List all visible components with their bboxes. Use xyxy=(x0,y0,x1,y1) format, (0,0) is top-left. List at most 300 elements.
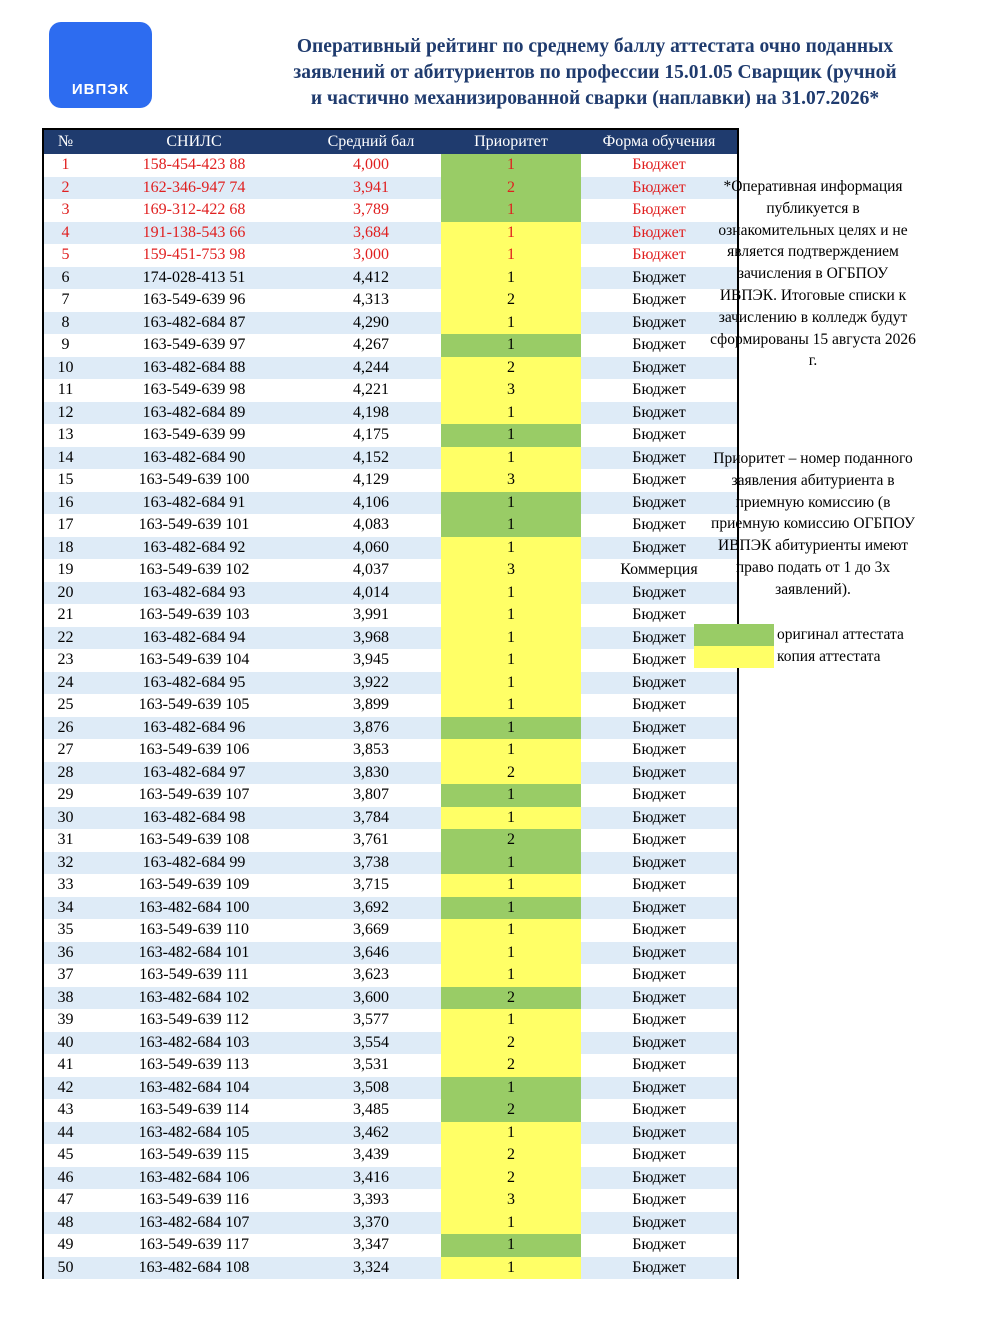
cell-snils: 163-549-639 113 xyxy=(87,1054,301,1077)
cell-number: 37 xyxy=(43,964,87,987)
cell-number: 13 xyxy=(43,424,87,447)
table-row xyxy=(43,289,738,312)
cell-priority: 1 xyxy=(441,1122,581,1145)
cell-priority: 1 xyxy=(441,582,581,605)
cell-study-form: Бюджет xyxy=(581,289,738,312)
header-priority: Приоритет xyxy=(441,129,581,154)
cell-number: 18 xyxy=(43,537,87,560)
cell-snils: 163-549-639 108 xyxy=(87,829,301,852)
cell-score: 3,000 xyxy=(301,244,441,267)
table-row xyxy=(43,447,738,470)
cell-number: 17 xyxy=(43,514,87,537)
table-row xyxy=(43,1054,738,1077)
cell-score: 3,462 xyxy=(301,1122,441,1145)
cell-priority: 2 xyxy=(441,987,581,1010)
cell-score: 4,198 xyxy=(301,402,441,425)
cell-score: 3,830 xyxy=(301,762,441,785)
cell-number: 23 xyxy=(43,649,87,672)
cell-priority: 1 xyxy=(441,1009,581,1032)
cell-snils: 163-549-639 114 xyxy=(87,1099,301,1122)
table-row xyxy=(43,672,738,695)
cell-snils: 163-482-684 106 xyxy=(87,1167,301,1190)
cell-priority: 1 xyxy=(441,402,581,425)
cell-number: 30 xyxy=(43,807,87,830)
cell-score: 4,290 xyxy=(301,312,441,335)
cell-snils: 163-549-639 101 xyxy=(87,514,301,537)
cell-score: 3,623 xyxy=(301,964,441,987)
cell-snils: 163-482-684 105 xyxy=(87,1122,301,1145)
header-number: № xyxy=(43,129,87,154)
cell-snils: 163-482-684 91 xyxy=(87,492,301,515)
table-row xyxy=(43,424,738,447)
cell-score: 3,370 xyxy=(301,1212,441,1235)
cell-number: 8 xyxy=(43,312,87,335)
cell-study-form: Бюджет xyxy=(581,829,738,852)
cell-number: 4 xyxy=(43,222,87,245)
cell-priority: 2 xyxy=(441,1032,581,1055)
note-line: публикуется в xyxy=(766,199,860,217)
title-line-3: и частично механизированной сварки (наплавки) на 31.07.2026* xyxy=(310,88,880,109)
legend-copy-label: копия аттестата xyxy=(777,648,881,665)
cell-score: 3,646 xyxy=(301,942,441,965)
cell-priority: 1 xyxy=(441,604,581,627)
cell-score: 3,577 xyxy=(301,1009,441,1032)
cell-priority: 1 xyxy=(441,964,581,987)
cell-snils: 163-549-639 100 xyxy=(87,469,301,492)
cell-number: 46 xyxy=(43,1167,87,1190)
cell-study-form: Бюджет xyxy=(581,514,738,537)
cell-study-form: Бюджет xyxy=(581,649,738,672)
table-row xyxy=(43,267,738,290)
cell-number: 3 xyxy=(43,199,87,222)
cell-priority: 2 xyxy=(441,289,581,312)
cell-score: 3,899 xyxy=(301,694,441,717)
cell-score: 3,554 xyxy=(301,1032,441,1055)
cell-snils: 163-482-684 89 xyxy=(87,402,301,425)
cell-snils: 163-482-684 100 xyxy=(87,897,301,920)
cell-priority: 1 xyxy=(441,784,581,807)
table-row xyxy=(43,919,738,942)
cell-snils: 163-482-684 104 xyxy=(87,1077,301,1100)
cell-snils: 163-482-684 98 xyxy=(87,807,301,830)
cell-study-form: Бюджет xyxy=(581,537,738,560)
cell-number: 6 xyxy=(43,267,87,290)
cell-study-form: Бюджет xyxy=(581,267,738,290)
cell-snils: 163-549-639 115 xyxy=(87,1144,301,1167)
cell-priority: 1 xyxy=(441,312,581,335)
cell-priority: 2 xyxy=(441,1167,581,1190)
table-row xyxy=(43,199,738,222)
cell-number: 22 xyxy=(43,627,87,650)
cell-score: 4,083 xyxy=(301,514,441,537)
cell-priority: 3 xyxy=(441,469,581,492)
table-row xyxy=(43,1009,738,1032)
cell-priority: 1 xyxy=(441,717,581,740)
cell-snils: 163-482-684 87 xyxy=(87,312,301,335)
note-line: приемную комиссию (в xyxy=(735,493,891,511)
cell-study-form: Бюджет xyxy=(581,897,738,920)
cell-priority: 1 xyxy=(441,1234,581,1257)
cell-number: 41 xyxy=(43,1054,87,1077)
table-row xyxy=(43,357,738,380)
cell-number: 12 xyxy=(43,402,87,425)
cell-priority: 1 xyxy=(441,739,581,762)
cell-study-form: Бюджет xyxy=(581,334,738,357)
cell-study-form: Бюджет xyxy=(581,1009,738,1032)
header-snils: СНИЛС xyxy=(87,129,301,154)
cell-priority: 1 xyxy=(441,244,581,267)
table-row xyxy=(43,1234,738,1257)
table-row xyxy=(43,514,738,537)
cell-number: 39 xyxy=(43,1009,87,1032)
cell-snils: 191-138-543 66 xyxy=(87,222,301,245)
cell-snils: 163-549-639 98 xyxy=(87,379,301,402)
table-row xyxy=(43,312,738,335)
cell-priority: 2 xyxy=(441,762,581,785)
cell-snils: 163-549-639 106 xyxy=(87,739,301,762)
table-row xyxy=(43,874,738,897)
cell-number: 24 xyxy=(43,672,87,695)
cell-score: 4,175 xyxy=(301,424,441,447)
note-line: зачисления в ОГБПОУ xyxy=(737,265,889,283)
cell-snils: 174-028-413 51 xyxy=(87,267,301,290)
cell-number: 1 xyxy=(43,154,87,177)
cell-study-form: Бюджет xyxy=(581,402,738,425)
cell-snils: 163-482-684 90 xyxy=(87,447,301,470)
cell-study-form: Бюджет xyxy=(581,244,738,267)
note-line: ознакомительных целях и не xyxy=(718,221,908,239)
cell-number: 40 xyxy=(43,1032,87,1055)
cell-priority: 3 xyxy=(441,379,581,402)
table-body xyxy=(43,154,738,1279)
cell-number: 42 xyxy=(43,1077,87,1100)
table-row xyxy=(43,402,738,425)
note-line: Приоритет – номер поданного xyxy=(713,450,913,467)
cell-study-form: Бюджет xyxy=(581,154,738,177)
cell-score: 3,945 xyxy=(301,649,441,672)
cell-study-form: Бюджет xyxy=(581,604,738,627)
note-line: *Оперативная информация xyxy=(723,178,903,195)
cell-number: 21 xyxy=(43,604,87,627)
cell-score: 3,807 xyxy=(301,784,441,807)
cell-priority: 1 xyxy=(441,897,581,920)
cell-snils: 163-482-684 97 xyxy=(87,762,301,785)
cell-priority: 1 xyxy=(441,807,581,830)
cell-study-form: Бюджет xyxy=(581,942,738,965)
legend-original-label: оригинал аттестата xyxy=(777,626,904,643)
cell-study-form: Бюджет xyxy=(581,784,738,807)
cell-study-form: Бюджет xyxy=(581,1032,738,1055)
table-row xyxy=(43,762,738,785)
table-row xyxy=(43,1189,738,1212)
table-row xyxy=(43,222,738,245)
cell-score: 3,853 xyxy=(301,739,441,762)
cell-priority: 1 xyxy=(441,627,581,650)
cell-priority: 2 xyxy=(441,829,581,852)
cell-study-form: Бюджет xyxy=(581,762,738,785)
cell-score: 3,784 xyxy=(301,807,441,830)
cell-snils: 163-549-639 116 xyxy=(87,1189,301,1212)
table-row xyxy=(43,964,738,987)
cell-snils: 163-482-684 96 xyxy=(87,717,301,740)
cell-snils: 163-549-639 97 xyxy=(87,334,301,357)
cell-snils: 163-549-639 96 xyxy=(87,289,301,312)
cell-number: 36 xyxy=(43,942,87,965)
cell-snils: 163-549-639 99 xyxy=(87,424,301,447)
cell-score: 3,922 xyxy=(301,672,441,695)
cell-priority: 1 xyxy=(441,267,581,290)
table-row xyxy=(43,154,738,177)
cell-snils: 162-346-947 74 xyxy=(87,177,301,200)
cell-score: 3,968 xyxy=(301,627,441,650)
header-study-form: Форма обучения xyxy=(581,129,738,154)
cell-number: 47 xyxy=(43,1189,87,1212)
table-row xyxy=(43,739,738,762)
note-line: сформированы 15 августа 2026 xyxy=(710,330,916,348)
cell-study-form: Бюджет xyxy=(581,1122,738,1145)
cell-priority: 2 xyxy=(441,357,581,380)
cell-study-form: Бюджет xyxy=(581,357,738,380)
cell-score: 3,508 xyxy=(301,1077,441,1100)
table-row xyxy=(43,1212,738,1235)
title-line-1: Оперативный рейтинг по среднему баллу аттестата очно поданных xyxy=(296,36,894,57)
note-line: право подать от 1 до 3х xyxy=(735,558,891,576)
cell-score: 3,715 xyxy=(301,874,441,897)
cell-snils: 163-482-684 95 xyxy=(87,672,301,695)
cell-score: 3,941 xyxy=(301,177,441,200)
table-row xyxy=(43,1099,738,1122)
cell-study-form: Бюджет xyxy=(581,1167,738,1190)
cell-number: 7 xyxy=(43,289,87,312)
cell-priority: 1 xyxy=(441,694,581,717)
cell-score: 3,684 xyxy=(301,222,441,245)
cell-study-form: Бюджет xyxy=(581,492,738,515)
cell-number: 38 xyxy=(43,987,87,1010)
table-row xyxy=(43,537,738,560)
table-row xyxy=(43,334,738,357)
cell-snils: 163-549-639 105 xyxy=(87,694,301,717)
cell-score: 4,152 xyxy=(301,447,441,470)
cell-priority: 1 xyxy=(441,1257,581,1280)
cell-priority: 1 xyxy=(441,334,581,357)
cell-number: 31 xyxy=(43,829,87,852)
table-row xyxy=(43,987,738,1010)
cell-study-form: Бюджет xyxy=(581,807,738,830)
table-row xyxy=(43,559,738,582)
cell-number: 2 xyxy=(43,177,87,200)
cell-score: 3,416 xyxy=(301,1167,441,1190)
cell-snils: 163-482-684 103 xyxy=(87,1032,301,1055)
rating-table xyxy=(42,128,739,1279)
cell-number: 32 xyxy=(43,852,87,875)
cell-number: 19 xyxy=(43,559,87,582)
college-logo xyxy=(49,22,152,108)
cell-number: 29 xyxy=(43,784,87,807)
cell-study-form: Бюджет xyxy=(581,469,738,492)
cell-snils: 163-549-639 109 xyxy=(87,874,301,897)
cell-score: 4,106 xyxy=(301,492,441,515)
cell-snils: 163-549-639 112 xyxy=(87,1009,301,1032)
cell-snils: 163-482-684 107 xyxy=(87,1212,301,1235)
cell-score: 3,324 xyxy=(301,1257,441,1280)
cell-priority: 1 xyxy=(441,537,581,560)
cell-study-form: Бюджет xyxy=(581,919,738,942)
cell-study-form: Бюджет xyxy=(581,424,738,447)
cell-score: 3,789 xyxy=(301,199,441,222)
cell-snils: 163-549-639 103 xyxy=(87,604,301,627)
cell-priority: 1 xyxy=(441,199,581,222)
cell-number: 11 xyxy=(43,379,87,402)
cell-score: 4,000 xyxy=(301,154,441,177)
cell-score: 4,014 xyxy=(301,582,441,605)
cell-study-form: Бюджет xyxy=(581,582,738,605)
table-row xyxy=(43,1032,738,1055)
cell-snils: 158-454-423 88 xyxy=(87,154,301,177)
legend-original-swatch xyxy=(694,624,774,646)
cell-study-form: Коммерция xyxy=(581,559,738,582)
cell-snils: 163-482-684 88 xyxy=(87,357,301,380)
cell-priority: 2 xyxy=(441,1144,581,1167)
cell-study-form: Бюджет xyxy=(581,964,738,987)
note-line: зачислению в колледж будут xyxy=(718,308,908,326)
table-row xyxy=(43,492,738,515)
cell-number: 9 xyxy=(43,334,87,357)
cell-study-form: Бюджет xyxy=(581,447,738,470)
note-line: ИВПЭК абитуриенты имеют xyxy=(718,537,908,555)
table-row xyxy=(43,897,738,920)
cell-snils: 159-451-753 98 xyxy=(87,244,301,267)
cell-priority: 1 xyxy=(441,154,581,177)
cell-snils: 169-312-422 68 xyxy=(87,199,301,222)
cell-priority: 1 xyxy=(441,222,581,245)
cell-snils: 163-549-639 110 xyxy=(87,919,301,942)
cell-priority: 1 xyxy=(441,447,581,470)
table-row xyxy=(43,1144,738,1167)
cell-priority: 3 xyxy=(441,1189,581,1212)
note-line: ИВПЭК. Итоговые списки к xyxy=(719,286,907,304)
cell-score: 3,669 xyxy=(301,919,441,942)
cell-number: 33 xyxy=(43,874,87,897)
table-row xyxy=(43,829,738,852)
cell-number: 48 xyxy=(43,1212,87,1235)
cell-study-form: Бюджет xyxy=(581,1054,738,1077)
info-note xyxy=(697,176,929,372)
cell-number: 49 xyxy=(43,1234,87,1257)
table-row xyxy=(43,177,738,200)
cell-priority: 1 xyxy=(441,1077,581,1100)
cell-number: 28 xyxy=(43,762,87,785)
cell-study-form: Бюджет xyxy=(581,222,738,245)
table-header-row xyxy=(43,129,738,154)
cell-priority: 2 xyxy=(441,1099,581,1122)
legend-copy-swatch xyxy=(694,646,774,668)
cell-score: 3,531 xyxy=(301,1054,441,1077)
note-line: является подтверждением xyxy=(727,243,899,261)
cell-score: 4,313 xyxy=(301,289,441,312)
header-score: Средний бал xyxy=(301,129,441,154)
cell-score: 3,393 xyxy=(301,1189,441,1212)
cell-snils: 163-482-684 93 xyxy=(87,582,301,605)
table-row xyxy=(43,469,738,492)
note-line: заявлений). xyxy=(775,580,851,598)
table-row xyxy=(43,244,738,267)
table-row xyxy=(43,1257,738,1280)
cell-priority: 1 xyxy=(441,649,581,672)
table-row xyxy=(43,1167,738,1190)
cell-number: 45 xyxy=(43,1144,87,1167)
cell-score: 3,439 xyxy=(301,1144,441,1167)
table-row xyxy=(43,784,738,807)
cell-number: 5 xyxy=(43,244,87,267)
cell-score: 3,876 xyxy=(301,717,441,740)
table-row xyxy=(43,1077,738,1100)
cell-priority: 3 xyxy=(441,559,581,582)
cell-score: 3,600 xyxy=(301,987,441,1010)
cell-study-form: Бюджет xyxy=(581,177,738,200)
cell-study-form: Бюджет xyxy=(581,312,738,335)
cell-priority: 2 xyxy=(441,1054,581,1077)
table-row xyxy=(43,942,738,965)
cell-priority: 1 xyxy=(441,919,581,942)
cell-score: 4,244 xyxy=(301,357,441,380)
cell-score: 4,221 xyxy=(301,379,441,402)
cell-priority: 1 xyxy=(441,874,581,897)
cell-number: 15 xyxy=(43,469,87,492)
table-row xyxy=(43,1122,738,1145)
cell-priority: 1 xyxy=(441,514,581,537)
logo-text: ИВПЭК xyxy=(71,81,130,98)
cell-number: 35 xyxy=(43,919,87,942)
cell-number: 43 xyxy=(43,1099,87,1122)
cell-study-form: Бюджет xyxy=(581,1144,738,1167)
table-row xyxy=(43,649,738,672)
table-row xyxy=(43,582,738,605)
table-row xyxy=(43,379,738,402)
cell-study-form: Бюджет xyxy=(581,1212,738,1235)
note-line: приемную комиссию ОГБПОУ xyxy=(711,515,915,533)
cell-number: 14 xyxy=(43,447,87,470)
cell-study-form: Бюджет xyxy=(581,199,738,222)
cell-score: 3,761 xyxy=(301,829,441,852)
cell-score: 4,412 xyxy=(301,267,441,290)
cell-score: 3,738 xyxy=(301,852,441,875)
cell-snils: 163-549-639 104 xyxy=(87,649,301,672)
cell-study-form: Бюджет xyxy=(581,1257,738,1280)
cell-score: 3,692 xyxy=(301,897,441,920)
note-line: заявления абитуриента в xyxy=(731,471,895,489)
cell-snils: 163-482-684 108 xyxy=(87,1257,301,1280)
cell-score: 4,037 xyxy=(301,559,441,582)
cell-score: 3,485 xyxy=(301,1099,441,1122)
cell-priority: 1 xyxy=(441,1212,581,1235)
cell-number: 26 xyxy=(43,717,87,740)
cell-number: 50 xyxy=(43,1257,87,1280)
cell-number: 25 xyxy=(43,694,87,717)
table-row xyxy=(43,807,738,830)
cell-priority: 1 xyxy=(441,942,581,965)
cell-score: 3,991 xyxy=(301,604,441,627)
cell-study-form: Бюджет xyxy=(581,672,738,695)
cell-number: 16 xyxy=(43,492,87,515)
cell-priority: 1 xyxy=(441,492,581,515)
priority-note xyxy=(697,448,929,601)
cell-snils: 163-549-639 117 xyxy=(87,1234,301,1257)
cell-study-form: Бюджет xyxy=(581,987,738,1010)
cell-score: 4,129 xyxy=(301,469,441,492)
cell-study-form: Бюджет xyxy=(581,1099,738,1122)
cell-snils: 163-482-684 92 xyxy=(87,537,301,560)
cell-study-form: Бюджет xyxy=(581,379,738,402)
